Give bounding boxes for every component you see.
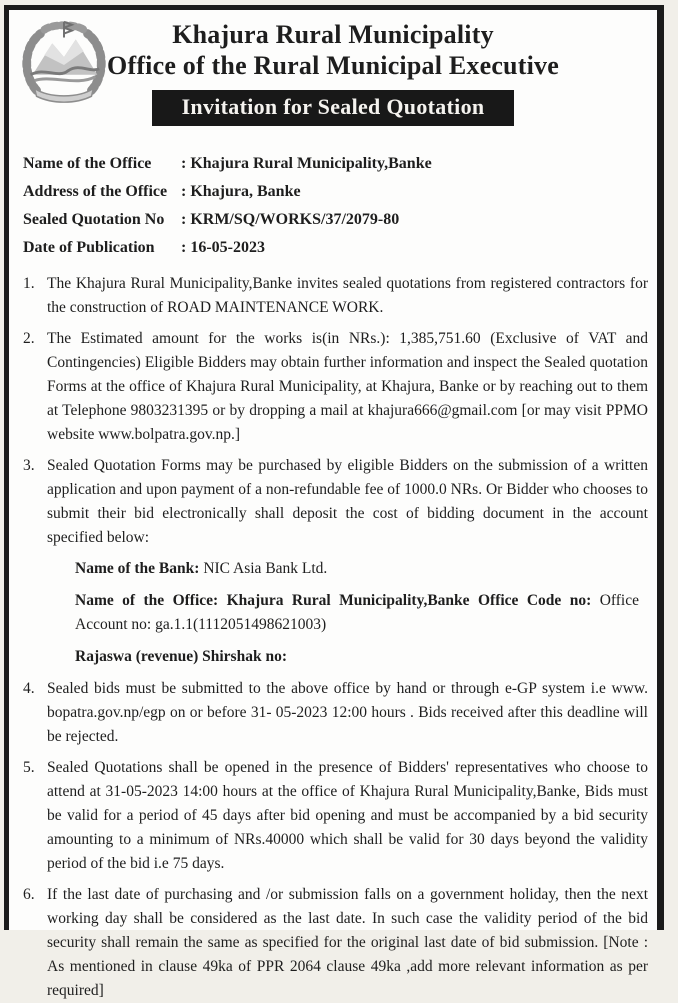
info-label: Address of the Office (23, 183, 168, 200)
info-value: : Khajura, Banke (181, 183, 301, 200)
bank-detail-value: NIC Asia Bank Ltd. (203, 560, 328, 577)
notice-item (23, 756, 648, 876)
info-label: Date of Publication (23, 239, 155, 256)
notice-item (23, 454, 648, 550)
info-value: : 16-05-2023 (181, 239, 265, 256)
info-row-office-name (23, 150, 647, 178)
item-number: 3. (23, 457, 35, 474)
info-value: : Khajura Rural Municipality,Banke (181, 155, 432, 172)
office-info-table (9, 138, 657, 266)
notice-title-banner: Invitation for Sealed Quotation (152, 90, 515, 126)
info-row-publication-date (23, 234, 647, 262)
item-text: Sealed Quotations shall be opened in the presence of Bidders' representatives who choose to attend at 31-05-2023 14:00 hours at the office of Khajura Rural Municipality,Banke, Bids must be valid for a period of 45 days after bid opening and must be accompanied by a bid security amounting to a minimum of NRs.40000 which shall be valid for 30 days beyond the validity period of the bid i.e 75 days. (47, 759, 648, 872)
info-label: Name of the Office (23, 155, 152, 172)
item-text: The Estimated amount for the works is(in NRs.): 1,385,751.60 (Exclusive of VAT and Contingencies) Eligible Bidders may obtain further information and inspect the Sealed quotation Forms at the office of Khajura Rural Municipality, at Khajura, Banke or by reaching out to them at Telephone 9803231395 or by dropping a mail at khajura666@gmail.com [or may visit PPMO website www.bolpatra.gov.np.] (47, 330, 648, 443)
organization-name: Khajura Rural Municipality (172, 20, 494, 49)
info-label: Sealed Quotation No (23, 211, 165, 228)
info-row-office-address (23, 178, 647, 206)
info-value: : KRM/SQ/WORKS/37/2079-80 (181, 211, 400, 228)
notice-document (4, 5, 664, 999)
bank-detail-line (75, 557, 639, 581)
item-number: 2. (23, 330, 35, 347)
item-text: Sealed Quotation Forms may be purchased by eligible Bidders on the submission of a written application and upon payment of a non-refundable fee of 1000.0 NRs. Or Bidder who chooses to submit their bid electronically shall deposit the cost of bidding document in the account specified below: (47, 457, 648, 546)
item-number: 4. (23, 680, 35, 697)
office-name: Office of the Rural Municipal Executive (107, 51, 559, 80)
item-text: If the last date of purchasing and /or submission falls on a government holiday, then the next working day shall be considered as the last date. In such case the validity period of the bid security shall remain the same as specified for the original last date of bid submission. [Note : As mentioned in clause 49ka of PPR 2064 clause 49ka ,add more relevant information as per required] (47, 886, 648, 999)
bank-detail-label: Name of the Office: Khajura Rural Municipality,Banke Office Code no: (75, 592, 600, 609)
notice-items (9, 266, 657, 1003)
notice-item (23, 327, 648, 447)
bank-detail-value: Office Account no: ga.1.1(1112051498621003) (75, 592, 639, 633)
notice-item (23, 677, 648, 749)
bank-detail-label: Name of the Bank: (75, 560, 204, 577)
info-row-quotation-no (23, 206, 647, 234)
item-text: Sealed bids must be submitted to the above office by hand or through e-GP system i.e www. bopatra.gov.np/egp on or before 31- 05-2023 12:00 hours . Bids received after this deadline will be rejected. (47, 680, 648, 745)
nepal-emblem-icon (15, 14, 113, 112)
item-text: The Khajura Rural Municipality,Banke invites sealed quotations from registered contractors for the construction of ROAD MAINTENANCE WORK. (47, 275, 648, 316)
notice-item (23, 272, 648, 320)
item-number: 6. (23, 886, 35, 903)
notice-item (23, 883, 648, 1003)
document-header (9, 10, 657, 138)
bank-detail-line (75, 589, 639, 637)
item-number: 5. (23, 759, 35, 776)
item-number: 1. (23, 275, 35, 292)
bank-detail-label: Rajaswa (revenue) Shirshak no: (75, 648, 287, 665)
bank-detail-line (75, 645, 639, 669)
